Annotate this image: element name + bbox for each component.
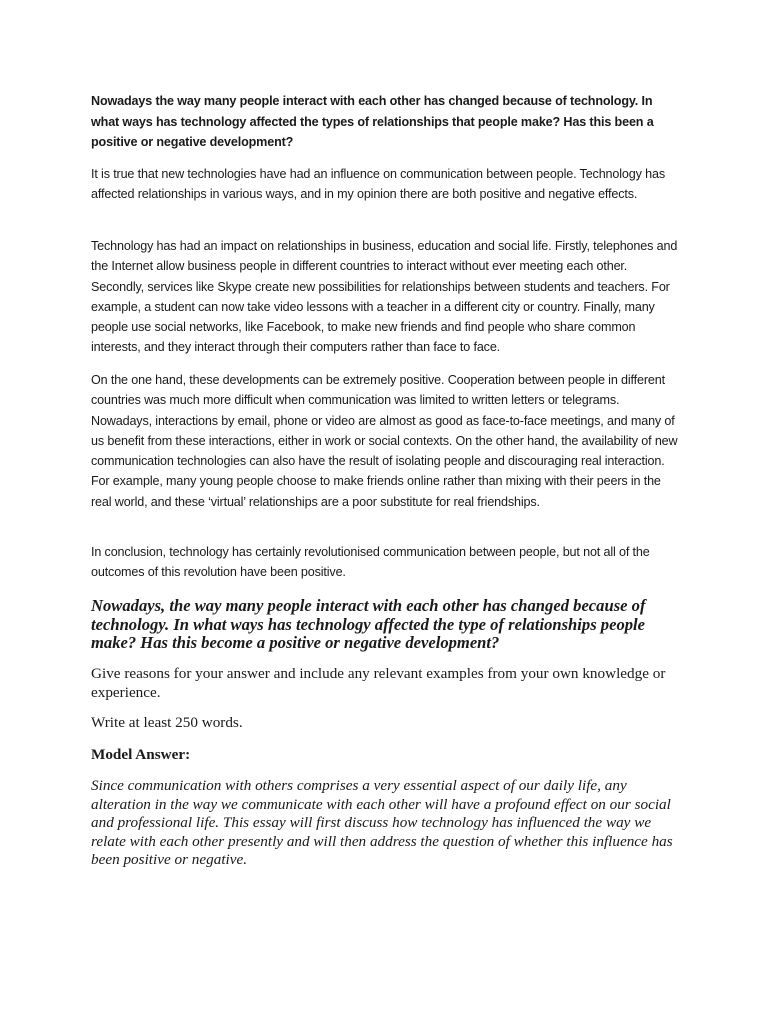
essay-paragraph-conclusion: In conclusion, technology has certainly revolutionised communication between people, but not all of the outcomes of this revolution have been positive.: [91, 545, 650, 580]
essay-paragraph-intro: It is true that new technologies have had an influence on communication between people. Technology has affected relationships in various ways, and in my opinion there are both positive and negative effects.: [91, 167, 665, 202]
task-question: Nowadays, the way many people interact with each other has changed because of technology. In what ways has technology affected the type of relationships people make? Has this become a positive or negative development?: [91, 596, 646, 653]
essay-paragraph-evaluation: On the one hand, these developments can be extremely positive. Cooperation between people in different countries was much more difficult when communication was limited to written letters or telegrams. Nowadays, interactions by email, phone or video are almost as good as face-to-face meetings, and many of us benefit from these interactions, either in work or social contexts. On the other hand, the availability of new communication technologies can also have the result of isolating people and discouraging real interaction. For example, many young people choose to make friends online rather than mixing with their peers in the real world, and these ‘virtual’ relationships are a poor substitute for real friendships.: [91, 373, 678, 509]
essay-paragraph-impact: Technology has had an impact on relationships in business, education and social life. Firstly, telephones and the Internet allow business people in different countries to interact without ever meeting each other. Secondly, services like Skype create new possibilities for relationships between students and teachers. For example, a student can now take video lessons with a teacher in a different city or country. Finally, many people use social networks, like Facebook, to make new friends and find people who share common interests, and they interact through their computers rather than face to face.: [91, 239, 678, 355]
model-answer-heading: Model Answer:: [91, 746, 191, 763]
task-word-limit: Write at least 250 words.: [91, 714, 243, 731]
task-instruction: Give reasons for your answer and include any relevant examples from your own knowledge or experience.: [91, 665, 666, 701]
model-answer-text: Since communication with others comprises a very essential aspect of our daily life, any alteration in the way we communicate with each other will have a profound effect on our social and professional life. This essay will first discuss how technology has influenced the way we relate with each other presently and will then address the question of whether this influence has been positive or negative.: [91, 777, 673, 869]
essay-question: Nowadays the way many people interact with each other has changed because of technology. In what ways has technology affected the types of relationships that people make? Has this been a positive or negative development?: [91, 94, 654, 149]
